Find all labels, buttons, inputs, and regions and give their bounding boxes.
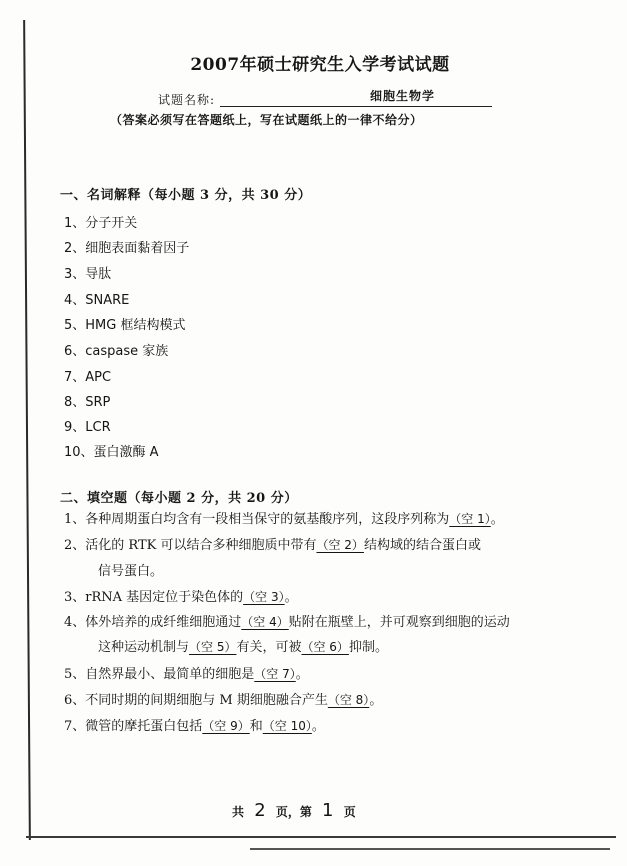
subject-value: 细胞生物学 [370, 89, 436, 103]
question-6 [64, 689, 382, 708]
footer-current-page: 1 [322, 800, 334, 821]
footer-ye: 页 [343, 805, 356, 819]
question-text: 抑制。 [348, 640, 388, 655]
question-text: 5、自然界最小、最简单的细胞是 [64, 667, 255, 682]
question-text: 结构域的结合蛋白或 [363, 538, 481, 553]
question-text: 。 [284, 590, 298, 605]
term-item: 4、SNARE [64, 293, 130, 308]
subject-label: 试题名称: [158, 93, 216, 107]
blank-8: （空 8） [327, 693, 370, 707]
term-item: 2、细胞表面黏着因子 [64, 241, 190, 256]
question-text: 4、体外培养的成纤维细胞通过 [64, 615, 242, 630]
answer-note: （答案必须写在答题纸上，写在试题纸上的一律不给分） [110, 113, 423, 127]
blank-5: （空 5） [189, 640, 237, 654]
question-2 [64, 534, 481, 553]
term-item: 3、导肽 [64, 267, 112, 282]
question-text: 。 [311, 719, 325, 734]
term-item: 9、LCR [64, 420, 111, 435]
section2-heading: 二、填空题（每小题 2 分，共 20 分） [60, 491, 298, 506]
question-5 [64, 663, 309, 682]
blank-7: （空 7） [254, 667, 296, 681]
subject-underline [220, 106, 492, 107]
blank-2: （空 2） [316, 538, 364, 552]
page-left-edge [23, 20, 31, 840]
question-2-cont: 信号蛋白。 [98, 564, 164, 579]
question-text: 和 [249, 719, 263, 734]
question-text: 3、rRNA 基因定位于染色体的 [64, 590, 244, 605]
blank-6: （空 6） [301, 640, 349, 654]
blank-9: （空 9） [202, 719, 250, 733]
blank-4: （空 4） [241, 615, 289, 629]
footer-ye-di: 页，第 [275, 805, 312, 819]
term-item: 1、分子开关 [64, 216, 138, 231]
term-item: 7、APC [64, 370, 112, 385]
question-4-cont [98, 636, 388, 655]
question-text: 贴附在瓶壁上，并可观察到细胞的运动 [288, 615, 510, 630]
blank-3: （空 3） [243, 590, 285, 604]
question-1 [64, 508, 504, 527]
subject-row [158, 87, 488, 109]
question-3 [64, 586, 298, 605]
question-text: 6、不同时期的间期细胞与 M 期细胞融合产生 [64, 693, 328, 708]
question-text: 2、活化的 RTK 可以结合多种细胞质中带有 [64, 538, 317, 553]
blank-10: （空 10） [262, 719, 312, 733]
section1-heading: 一、名词解释（每小题 3 分，共 30 分） [60, 188, 312, 203]
term-item: 10、蛋白激酶 A [64, 445, 159, 460]
page-footer [232, 800, 432, 821]
question-text: 。 [490, 512, 504, 527]
question-text: 1、各种周期蛋白均含有一段相当保守的氨基酸序列，这段序列称为 [64, 512, 450, 527]
footer-gong: 共 [232, 805, 245, 819]
footer-total-pages: 2 [254, 800, 266, 821]
question-text: 有关，可被 [236, 640, 302, 655]
blank-1: （空 1） [449, 512, 491, 526]
page-bottom-edge [26, 836, 616, 838]
question-text: 这种运动机制与 [98, 640, 190, 655]
term-item: 5、HMG 框结构模式 [64, 318, 186, 333]
question-text: 7、微管的摩托蛋白包括 [64, 719, 203, 734]
term-item: 8、SRP [64, 395, 111, 410]
exam-title: 2007年硕士研究生入学考试试题 [190, 55, 450, 75]
term-item: 6、caspase 家族 [64, 344, 169, 359]
question-text: 。 [295, 667, 309, 682]
page-bottom-shadow [250, 848, 610, 850]
question-4 [64, 611, 510, 630]
question-7 [64, 715, 325, 734]
question-text: 。 [369, 693, 383, 708]
